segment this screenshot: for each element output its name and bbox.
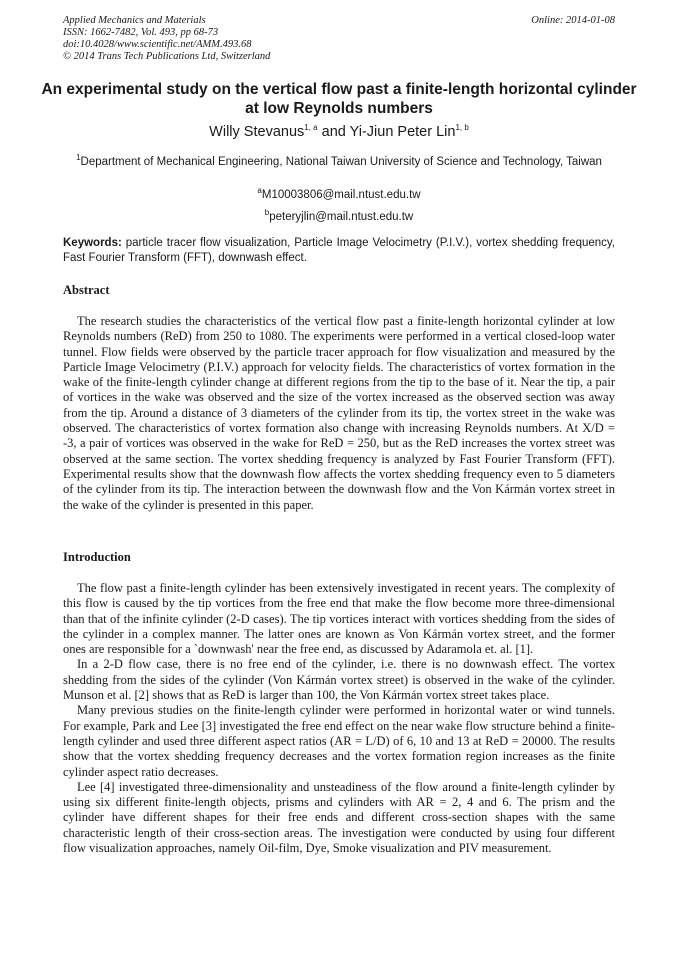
issn: ISSN: 1662-7482, Vol. 493, pp 68-73 <box>63 27 219 38</box>
keywords-label: Keywords: <box>63 237 122 249</box>
intro-paragraph: In a 2-D flow case, there is no free end of the cylinder, i.e. there is no downwash effect. The vortex shedding from the sides of the cylinder (Von Kármán vortex street) is observed in the wake of the cylinder. Munson et al. [2] shows that as ReD is larger than 100, the Von Kármán vortex street takes place. <box>63 657 615 703</box>
affiliation <box>60 150 618 170</box>
author-2: Yi-Jiun Peter Lin <box>349 123 456 140</box>
authors <box>40 123 638 140</box>
email-b-sup: b <box>264 208 270 217</box>
online-date: Online: 2014-01-08 <box>531 15 615 26</box>
author-2-sup: 1, b <box>455 123 469 132</box>
intro-paragraph: The flow past a finite-length cylinder has been extensively investigated in recent years. The complexity of this flow is caused by the tip vortices from the free end that make the flow become more three-dimensional than that of the infinite cylinder (2-D cases). The tip vortices interact with vortices shedding from the sides of the cylinder in a complex manner. The latter ones are known as Von Kármán vortex street, and the former ones are responsible for a `downwash' near the free end, as discussed by Adaramola et. al. [1]. <box>63 581 615 657</box>
affiliation-text: Department of Mechanical Engineering, National Taiwan University of Science and Technology, Taiwan <box>80 155 602 168</box>
doi: doi:10.4028/www.scientific.net/AMM.493.68 <box>63 39 252 50</box>
journal-name: Applied Mechanics and Materials <box>63 15 206 26</box>
introduction-heading: Introduction <box>63 550 131 564</box>
keywords-text: particle tracer flow visualization, Particle Image Velocimetry (P.I.V.), vortex shedding frequency, Fast Fourier Transform (FFT), downwash effect. <box>63 237 615 264</box>
author-1-sup: 1, a <box>304 123 318 132</box>
email-b-text: peteryjlin@mail.ntust.edu.tw <box>269 210 414 223</box>
author-1: Willy Stevanus <box>209 123 305 140</box>
affiliation-sup: 1 <box>76 153 81 162</box>
paper-title: An experimental study on the vertical flow past a finite-length horizontal cylinder at low Reynolds numbers <box>41 81 637 117</box>
abstract-heading: Abstract <box>63 283 110 297</box>
keywords <box>63 236 615 266</box>
abstract-text: The research studies the characteristics of the vertical flow past a finite-length horizontal cylinder at low Reynolds numbers (ReD) from 250 to 1080. The experiments were performed in a vertical closed-loop water tunnel. Flow fields were observed by the particle tracer approach for flow visualization and measured by the Particle Image Velocimetry (P.I.V.) approach for velocity fields. The characteristics of vortex formation in the wake of the finite-length cylinder change at different regions from the tip to the base of it. Near the tip, a pair of vortices in the wake was observed and the size of the vortex increased as the observed section was away from the tip. Around a distance of 3 diameters of the cylinder from its tip, the vortex street in the wake was observed. The characteristics of vortex formation also change with increasing Reynolds numbers. At X/D = -3, a pair of vortices was observed in the wake for ReD = 250, but as the ReD increases the vortex street was observed at the same section. The vortex shedding frequency is analyzed by Fast Fourier Transform (FFT). Experimental results show that the downwash flow affects the vortex shedding frequency even to 5 diameters of the cylinder from its tip. The interaction between the downwash flow and the Von Kármán vortex street in the wake of the cylinder is presented in this paper. <box>63 314 615 512</box>
email-a <box>40 186 638 201</box>
intro-paragraph: Many previous studies on the finite-length cylinder were performed in horizontal water or wind tunnels. For example, Park and Lee [3] investigated the free end effect on the near wake flow structure behind a finite-length cylinder and used three different aspect ratios (AR = L/D) of 6, 10 and 13 at ReD = 20000. The results show that the vortex shedding frequency decreases and the vortex formation region increases as the finite cylinder aspect ratio decreases. <box>63 703 615 779</box>
email-a-text: M10003806@mail.ntust.edu.tw <box>261 188 421 201</box>
authors-and: and <box>317 123 350 140</box>
email-b <box>40 208 638 223</box>
journal-header <box>63 15 270 63</box>
email-a-sup: a <box>257 186 262 195</box>
intro-paragraph: Lee [4] investigated three-dimensionality and unsteadiness of the flow around a finite-length cylinder by using six different finite-length objects, prisms and cylinders with AR = 2, 4 and 6. The prism and the cylinder have different shapes for their free ends and different cross-section shapes with the same characteristic length of their cross-section areas. The investigation were conducted by using four different flow visualization approaches, namely Oil-film, Dye, Smoke visualization and PIV measurement. <box>63 779 615 856</box>
copyright: © 2014 Trans Tech Publications Ltd, Switzerland <box>63 51 271 62</box>
introduction-body <box>63 581 615 856</box>
